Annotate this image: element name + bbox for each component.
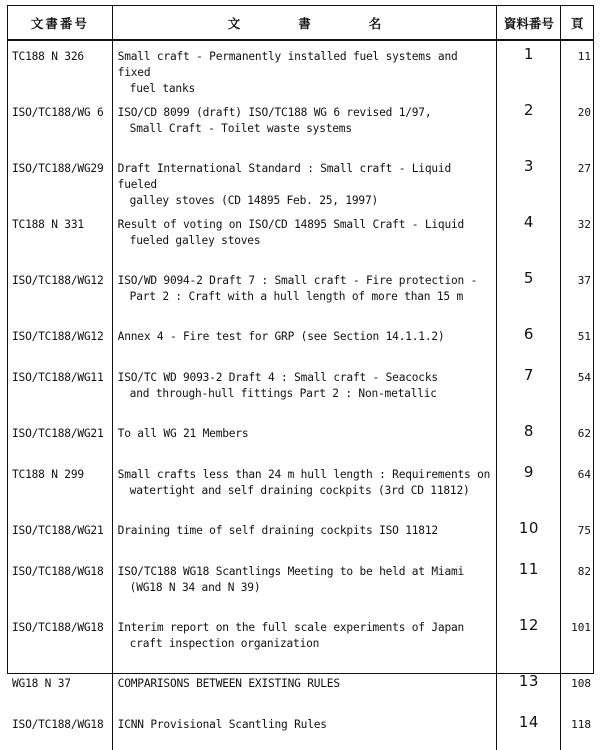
doc-no-cell: ISO/TC188/WG 6: [8, 97, 112, 153]
ref-no-cell: 3: [497, 153, 561, 209]
ref-no-cell: 7: [497, 362, 561, 418]
doc-no-cell: ISO/TC188/WG18: [8, 612, 112, 668]
page-cell: 75: [577, 524, 591, 537]
page-cell: 82: [577, 565, 591, 578]
title-cell: [112, 40, 497, 97]
page-cell: 27: [577, 162, 591, 175]
title-line-2: and through-hull fittings Part 2 : Non-metallic: [129, 387, 437, 400]
title-line-2: fuel tanks: [129, 82, 196, 95]
title-line-1: ISO/TC WD 9093-2 Draft 4 : Small craft - Seacocks: [117, 371, 438, 384]
page-cell: 118: [571, 718, 591, 731]
doc-no-cell: ISO/TC188/WG18: [8, 556, 112, 612]
title-line-1: ICNN Provisional Scantling Rules: [117, 718, 327, 731]
doc-no-cell: ISO/TC188/WG12: [8, 321, 112, 362]
title-cell: [112, 153, 497, 209]
table-row: [8, 97, 593, 153]
table-row: [8, 612, 593, 668]
ref-no-cell: 11: [497, 556, 561, 612]
table-row: [8, 153, 593, 209]
ref-no-cell: 9: [497, 459, 561, 515]
title-line-2: Small Craft - Toilet waste systems: [129, 122, 352, 135]
doc-no-cell: TC188 N 331: [8, 209, 112, 265]
ref-no-cell: 5: [497, 265, 561, 321]
doc-no-cell: ISO/TC188/WG18: [8, 709, 112, 750]
title-line-1: Small crafts less than 24 m hull length : Requirements on: [117, 468, 491, 481]
table-row: [8, 265, 593, 321]
doc-no-cell: WG18 N 37: [8, 668, 112, 709]
ref-no-cell: 4: [497, 209, 561, 265]
title-cell: [112, 265, 497, 321]
title-line-2: craft inspection organization: [129, 637, 320, 650]
title-cell: [112, 668, 497, 709]
title-cell: [112, 556, 497, 612]
ref-no-cell: 8: [497, 418, 561, 459]
ref-no-cell: 2: [497, 97, 561, 153]
table-row: [8, 668, 593, 709]
ref-no-cell: 14: [497, 709, 561, 750]
title-cell: [112, 709, 497, 750]
ref-no-cell: 12: [497, 612, 561, 668]
title-cell: [112, 97, 497, 153]
ref-no-cell: 13: [497, 668, 561, 709]
title-line-1: ISO/TC188 WG18 Scantlings Meeting to be held at Miami: [117, 565, 465, 578]
doc-no-cell: ISO/TC188/WG21: [8, 418, 112, 459]
title-line-2: galley stoves (CD 14895 Feb. 25, 1997): [129, 194, 379, 207]
doc-no-cell: TC188 N 326: [8, 40, 112, 97]
table-row: [8, 556, 593, 612]
table-row: [8, 515, 593, 556]
title-line-2: Part 2 : Craft with a hull length of more than 15 m: [129, 290, 463, 303]
title-cell: [112, 418, 497, 459]
title-line-2: watertight and self draining cockpits (3rd CD 11812): [129, 484, 470, 497]
table-row: [8, 459, 593, 515]
ref-no-cell: 6: [497, 321, 561, 362]
table-row: [8, 362, 593, 418]
page-cell: 51: [577, 330, 591, 343]
page-cell: 54: [577, 371, 591, 384]
page-cell: 62: [577, 427, 591, 440]
title-line-2: fueled galley stoves: [129, 234, 261, 247]
title-line-1: Small craft - Permanently installed fuel systems and fixed: [117, 50, 458, 79]
title-line-1: To all WG 21 Members: [117, 427, 249, 440]
title-line-1: Draining time of self draining cockpits ISO 11812: [117, 524, 438, 537]
doc-no-cell: TC188 N 299: [8, 459, 112, 515]
header-ref-no: 資料番号: [497, 6, 561, 40]
title-line-1: Result of voting on ISO/CD 14895 Small Craft - Liquid: [117, 218, 465, 231]
title-line-1: ISO/CD 8099 (draft) ISO/TC188 WG 6 revised 1/97,: [117, 106, 432, 119]
header-page: 頁: [561, 6, 593, 40]
title-cell: [112, 321, 497, 362]
table-row: [8, 209, 593, 265]
title-cell: [112, 612, 497, 668]
document-index-table-frame: [7, 5, 594, 731]
doc-no-cell: ISO/TC188/WG12: [8, 265, 112, 321]
page-cell: 37: [577, 274, 591, 287]
page-cell: 101: [571, 621, 591, 634]
title-cell: [112, 459, 497, 515]
title-line-1: Draft International Standard : Small craft - Liquid fueled: [117, 162, 451, 191]
page-cell: 20: [577, 106, 591, 119]
header-doc-no: 文書番号: [8, 6, 112, 40]
title-line-1: Interim report on the full scale experiments of Japan: [117, 621, 465, 634]
header-title: 文書名: [112, 6, 497, 40]
title-cell: [112, 362, 497, 418]
table-header-row: [8, 6, 593, 40]
page-cell: 64: [577, 468, 591, 481]
title-cell: [112, 515, 497, 556]
ref-no-cell: 1: [497, 40, 561, 97]
title-line-2: (WG18 N 34 and N 39): [129, 581, 261, 594]
doc-no-cell: ISO/TC188/WG11: [8, 362, 112, 418]
title-line-1: ISO/WD 9094-2 Draft 7 : Small craft - Fire protection -: [117, 274, 478, 287]
ref-no-cell: 10: [497, 515, 561, 556]
table-row: [8, 709, 593, 750]
document-index-table: [8, 6, 593, 750]
page-cell: 32: [577, 218, 591, 231]
table-row: [8, 40, 593, 97]
doc-no-cell: ISO/TC188/WG21: [8, 515, 112, 556]
doc-no-cell: ISO/TC188/WG29: [8, 153, 112, 209]
table-row: [8, 418, 593, 459]
table-row: [8, 321, 593, 362]
page-cell: 108: [571, 677, 591, 690]
title-line-1: Annex 4 - Fire test for GRP (see Section 14.1.1.2): [117, 330, 445, 343]
title-cell: [112, 209, 497, 265]
title-line-1: COMPARISONS BETWEEN EXISTING RULES: [117, 677, 340, 690]
page-cell: 11: [577, 50, 591, 63]
